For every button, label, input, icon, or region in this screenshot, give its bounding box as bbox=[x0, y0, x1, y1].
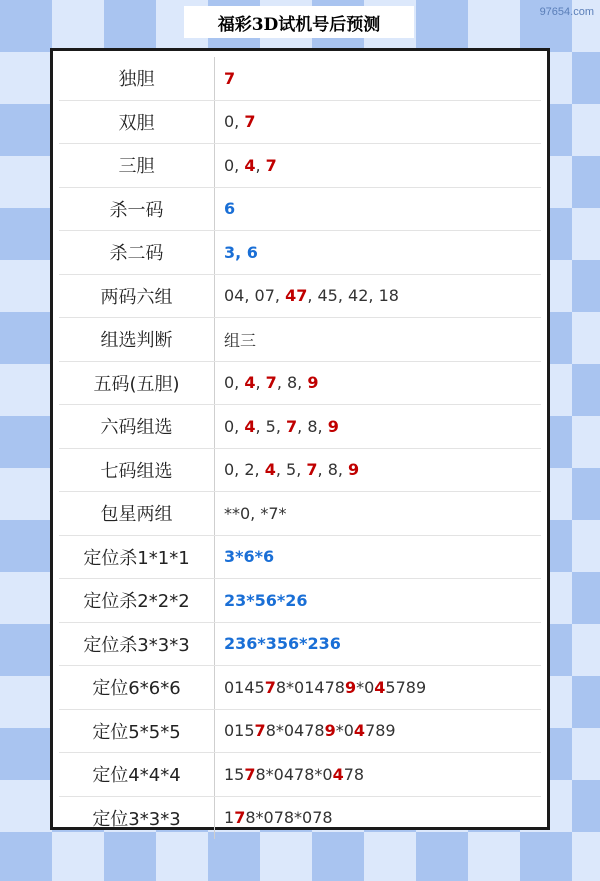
table-row bbox=[59, 753, 541, 797]
row-label: 组选判断 bbox=[59, 318, 215, 362]
kill-number: 236*356*236 bbox=[224, 634, 341, 654]
row-value bbox=[215, 492, 542, 536]
value-text: , 8, bbox=[276, 373, 308, 393]
highlight-number: 9 bbox=[324, 721, 336, 741]
table-row bbox=[59, 492, 541, 536]
table-row bbox=[59, 535, 541, 579]
value-text: 0, bbox=[224, 416, 245, 436]
row-label: 杀一码 bbox=[59, 187, 215, 231]
value-text: 8*078*078 bbox=[245, 808, 333, 828]
kill-number: 6 bbox=[224, 199, 236, 219]
highlight-number: 7 bbox=[264, 677, 276, 697]
table-row bbox=[59, 318, 541, 362]
row-value bbox=[215, 753, 542, 797]
row-label: 定位杀3*3*3 bbox=[59, 622, 215, 666]
value-text: 0, bbox=[224, 155, 245, 175]
prediction-table bbox=[59, 57, 541, 839]
row-label: 定位3*3*3 bbox=[59, 796, 215, 839]
row-value bbox=[215, 796, 542, 839]
value-text: *0 bbox=[356, 677, 375, 697]
value-text: , 8, bbox=[317, 460, 349, 480]
row-label: 定位杀2*2*2 bbox=[59, 579, 215, 623]
row-label: 七码组选 bbox=[59, 448, 215, 492]
row-value bbox=[215, 361, 542, 405]
row-label: 定位6*6*6 bbox=[59, 666, 215, 710]
table-row bbox=[59, 622, 541, 666]
table-row bbox=[59, 796, 541, 839]
value-text: , 45, 42, 18 bbox=[307, 286, 399, 306]
row-label: 两码六组 bbox=[59, 274, 215, 318]
table-row bbox=[59, 405, 541, 449]
highlight-number: 7 bbox=[244, 764, 256, 784]
page-title: 福彩3D试机号后预测 bbox=[184, 6, 414, 38]
row-value bbox=[215, 100, 542, 144]
value-text: , bbox=[255, 373, 266, 393]
table-row bbox=[59, 448, 541, 492]
row-label: 定位4*4*4 bbox=[59, 753, 215, 797]
row-label: 三胆 bbox=[59, 144, 215, 188]
row-value bbox=[215, 405, 542, 449]
row-label: 杀二码 bbox=[59, 231, 215, 275]
kill-number: 3, 6 bbox=[224, 242, 258, 262]
value-text: 015 bbox=[224, 721, 255, 741]
highlight-number: 7 bbox=[265, 373, 277, 393]
row-value bbox=[215, 187, 542, 231]
value-text: 0, bbox=[224, 373, 245, 393]
highlight-number: 4 bbox=[244, 416, 256, 436]
kill-number: 3*6*6 bbox=[224, 547, 275, 567]
highlight-number: 9 bbox=[307, 373, 319, 393]
row-value bbox=[215, 144, 542, 188]
highlight-number: 7 bbox=[286, 416, 298, 436]
row-label: 双胆 bbox=[59, 100, 215, 144]
row-value bbox=[215, 709, 542, 753]
table-row bbox=[59, 361, 541, 405]
highlight-number: 9 bbox=[344, 677, 357, 697]
value-text: 5789 bbox=[385, 677, 427, 697]
value-text: 0, bbox=[224, 112, 245, 132]
highlight-number: 7 bbox=[244, 112, 256, 132]
row-label: 独胆 bbox=[59, 57, 215, 100]
row-value bbox=[215, 318, 542, 362]
row-value bbox=[215, 535, 542, 579]
table-row bbox=[59, 274, 541, 318]
table-row bbox=[59, 579, 541, 623]
highlight-number: 47 bbox=[285, 286, 308, 306]
value-text: , 5, bbox=[275, 460, 307, 480]
value-text: *0 bbox=[335, 721, 354, 741]
row-label: 定位杀1*1*1 bbox=[59, 535, 215, 579]
highlight-number: 4 bbox=[353, 721, 366, 741]
table-row bbox=[59, 666, 541, 710]
value-text: , bbox=[255, 155, 266, 175]
table-row bbox=[59, 144, 541, 188]
value-text: 8*0478*0 bbox=[255, 764, 333, 784]
highlight-number: 4 bbox=[374, 677, 386, 697]
table-row bbox=[59, 709, 541, 753]
value-text: 组三 bbox=[224, 330, 257, 350]
highlight-number: 4 bbox=[264, 460, 276, 480]
table-row bbox=[59, 57, 541, 100]
value-text: 8*0478 bbox=[265, 721, 325, 741]
row-value bbox=[215, 666, 542, 710]
highlight-number: 4 bbox=[244, 373, 256, 393]
highlight-number: 4 bbox=[244, 155, 256, 175]
value-text: 1 bbox=[224, 808, 235, 828]
highlight-number: 7 bbox=[254, 721, 266, 741]
highlight-number: 4 bbox=[332, 764, 344, 784]
row-label: 六码组选 bbox=[59, 405, 215, 449]
highlight-number: 7 bbox=[224, 68, 236, 88]
value-text: **0, *7* bbox=[224, 503, 287, 523]
prediction-panel bbox=[50, 48, 550, 830]
highlight-number: 9 bbox=[327, 416, 339, 436]
table-row bbox=[59, 231, 541, 275]
row-value bbox=[215, 448, 542, 492]
value-text: 15 bbox=[224, 764, 245, 784]
highlight-number: 7 bbox=[306, 460, 318, 480]
kill-number: 23*56*26 bbox=[224, 590, 308, 610]
value-text: 0145 bbox=[224, 677, 265, 697]
value-text: 04, 07, bbox=[224, 286, 286, 306]
row-value bbox=[215, 274, 542, 318]
highlight-number: 9 bbox=[348, 460, 360, 480]
value-text: 0, 2, bbox=[224, 460, 265, 480]
row-value bbox=[215, 622, 542, 666]
row-value bbox=[215, 579, 542, 623]
row-value bbox=[215, 231, 542, 275]
table-row bbox=[59, 187, 541, 231]
highlight-number: 7 bbox=[265, 155, 277, 175]
table-row bbox=[59, 100, 541, 144]
value-text: 78 bbox=[343, 764, 365, 784]
row-label: 定位5*5*5 bbox=[59, 709, 215, 753]
row-value bbox=[215, 57, 542, 100]
row-label: 包星两组 bbox=[59, 492, 215, 536]
value-text: , 8, bbox=[297, 416, 328, 436]
row-label: 五码(五胆) bbox=[59, 361, 215, 405]
site-watermark: 97654.com bbox=[539, 6, 594, 18]
highlight-number: 7 bbox=[234, 808, 246, 828]
value-text: 789 bbox=[365, 721, 396, 741]
value-text: 8*01478 bbox=[275, 677, 345, 697]
value-text: , 5, bbox=[255, 416, 287, 436]
